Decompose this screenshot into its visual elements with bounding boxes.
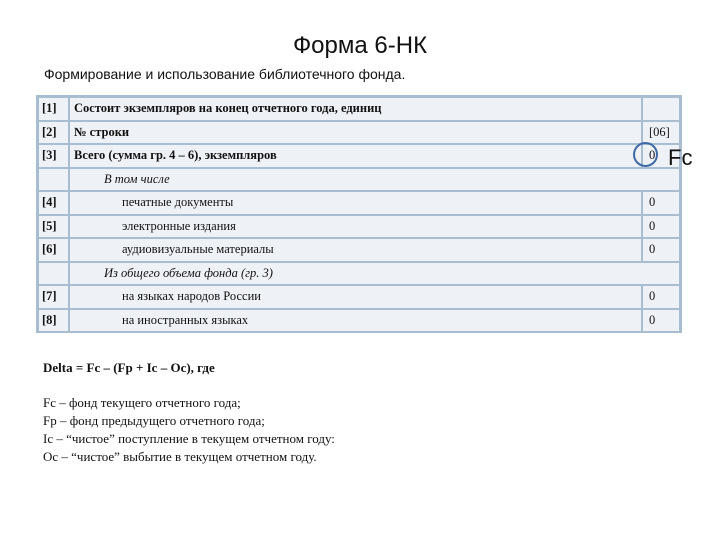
- row-number: [3]: [39, 145, 68, 167]
- row-label: аудиовизуальные материалы: [70, 239, 641, 261]
- definition-item: Ic – “чистое” поступление в текущем отчетном году:: [43, 431, 335, 446]
- table-section-row: [39, 169, 679, 191]
- table-section-row: [39, 263, 679, 285]
- table-row: [39, 286, 679, 308]
- highlight-circle: [633, 142, 658, 167]
- section-label: В том числе: [70, 169, 679, 191]
- section-label: Из общего объема фонда (гр. 3): [70, 263, 679, 285]
- row-number: [4]: [39, 192, 68, 214]
- row-label: печатные документы: [70, 192, 641, 214]
- row-value: 0: [643, 216, 679, 238]
- row-value: 0: [643, 239, 679, 261]
- slide-subtitle: Формирование и использование библиотечного фонда.: [44, 66, 406, 82]
- table-row: [39, 310, 679, 332]
- row-number: [1]: [39, 98, 68, 120]
- row-label: на иностранных языках: [70, 310, 641, 332]
- table-row: [39, 239, 679, 261]
- row-number-empty: [39, 169, 68, 191]
- table-row: [39, 145, 679, 167]
- definition-item: Oc – “чистое” выбытие в текущем отчетном году.: [43, 449, 317, 464]
- table-row: [39, 122, 679, 144]
- table-row: [39, 98, 679, 120]
- row-label: электронные издания: [70, 216, 641, 238]
- row-number: [8]: [39, 310, 68, 332]
- row-value: [06]: [643, 122, 679, 144]
- callout-label: Fc: [668, 145, 693, 170]
- row-value: [643, 98, 679, 120]
- row-value: 0: [643, 286, 679, 308]
- table-row: [39, 192, 679, 214]
- row-value: 0: [643, 145, 679, 167]
- formula: Delta = Fc – (Fp + Ic – Oc), где: [43, 360, 215, 375]
- row-number: [6]: [39, 239, 68, 261]
- row-label: Всего (сумма гр. 4 – 6), экземпляров: [70, 145, 641, 167]
- slide-title: Форма 6-НК: [292, 32, 428, 59]
- row-label: № строки: [70, 122, 641, 144]
- row-label: Состоит экземпляров на конец отчетного года, единиц: [70, 98, 641, 120]
- table-row: [39, 216, 679, 238]
- row-number: [5]: [39, 216, 68, 238]
- row-label: на языках народов России: [70, 286, 641, 308]
- row-number: [7]: [39, 286, 68, 308]
- row-number: [2]: [39, 122, 68, 144]
- row-number-empty: [39, 263, 68, 285]
- row-value: 0: [643, 192, 679, 214]
- row-value: 0: [643, 310, 679, 332]
- definitions-list: [43, 394, 335, 466]
- definition-item: Fp – фонд предыдущего отчетного года;: [43, 413, 265, 428]
- definition-item: Fc – фонд текущего отчетного года;: [43, 395, 241, 410]
- form-table: [36, 95, 682, 333]
